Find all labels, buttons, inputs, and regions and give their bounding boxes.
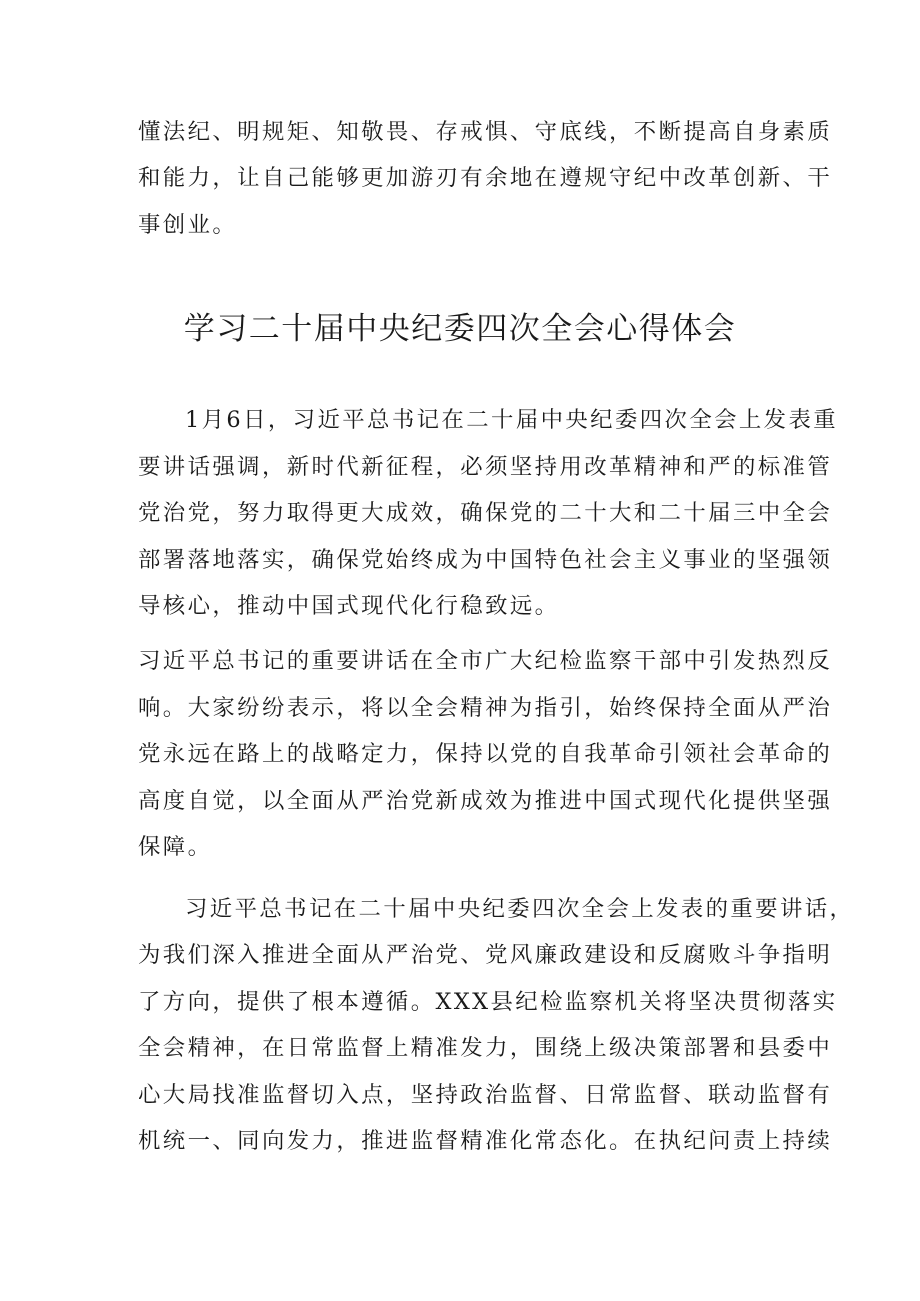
- para2-line-2: 响。大家纷纷表示，将以全会精神为指引，始终保持全面从严治: [138, 695, 833, 721]
- para3-line-1: 习近平总书记在二十届中央纪委四次全会上发表的重要讲话，: [185, 896, 855, 922]
- para2-line-4: 高度自觉，以全面从严治党新成效为推进中国式现代化提供坚强: [138, 788, 833, 814]
- para3-line-5: 心大局找准监督切入点，坚持政治监督、日常监督、联动监督有: [138, 1082, 833, 1108]
- intro-line-2: 和能力，让自己能够更加游刃有余地在遵规守纪中改革创新、干: [138, 165, 833, 191]
- para1-line-2: 要讲话强调，新时代新征程，必须坚持用改革精神和严的标准管: [138, 454, 833, 480]
- intro-line-1: 懂法纪、明规矩、知敬畏、存戒惧、守底线，不断提高自身素质: [138, 119, 833, 145]
- para3-line-4: 全会精神，在日常监督上精准发力，围绕上级决策部署和县委中: [138, 1035, 833, 1061]
- para1-line-1: 1月6日，习近平总书记在二十届中央纪委四次全会上发表重: [185, 407, 839, 433]
- document-title: 学习二十届中央纪委四次全会心得体会: [183, 311, 737, 347]
- para1-line-4: 部署落地落实，确保党始终成为中国特色社会主义事业的坚强领: [138, 547, 833, 573]
- para2-line-1: 习近平总书记的重要讲话在全市广大纪检监察干部中引发热烈反: [138, 648, 833, 674]
- para2-line-3: 党永远在路上的战略定力，保持以党的自我革命引领社会革命的: [138, 741, 833, 767]
- intro-line-3: 事创业。: [138, 212, 238, 238]
- para3-line-2: 为我们深入推进全面从严治党、党风廉政建设和反腐败斗争指明: [138, 942, 833, 968]
- para2-line-5: 保障。: [138, 834, 213, 860]
- para3-line-3: 了方向，提供了根本遵循。XXX县纪检监察机关将坚决贯彻落实: [138, 989, 838, 1015]
- para1-line-5: 导核心，推动中国式现代化行稳致远。: [138, 593, 560, 619]
- para3-line-6: 机统一、同向发力，推进监督精准化常态化。在执纪问责上持续: [138, 1128, 833, 1154]
- para1-line-3: 党治党，努力取得更大成效，确保党的二十大和二十届三中全会: [138, 500, 833, 526]
